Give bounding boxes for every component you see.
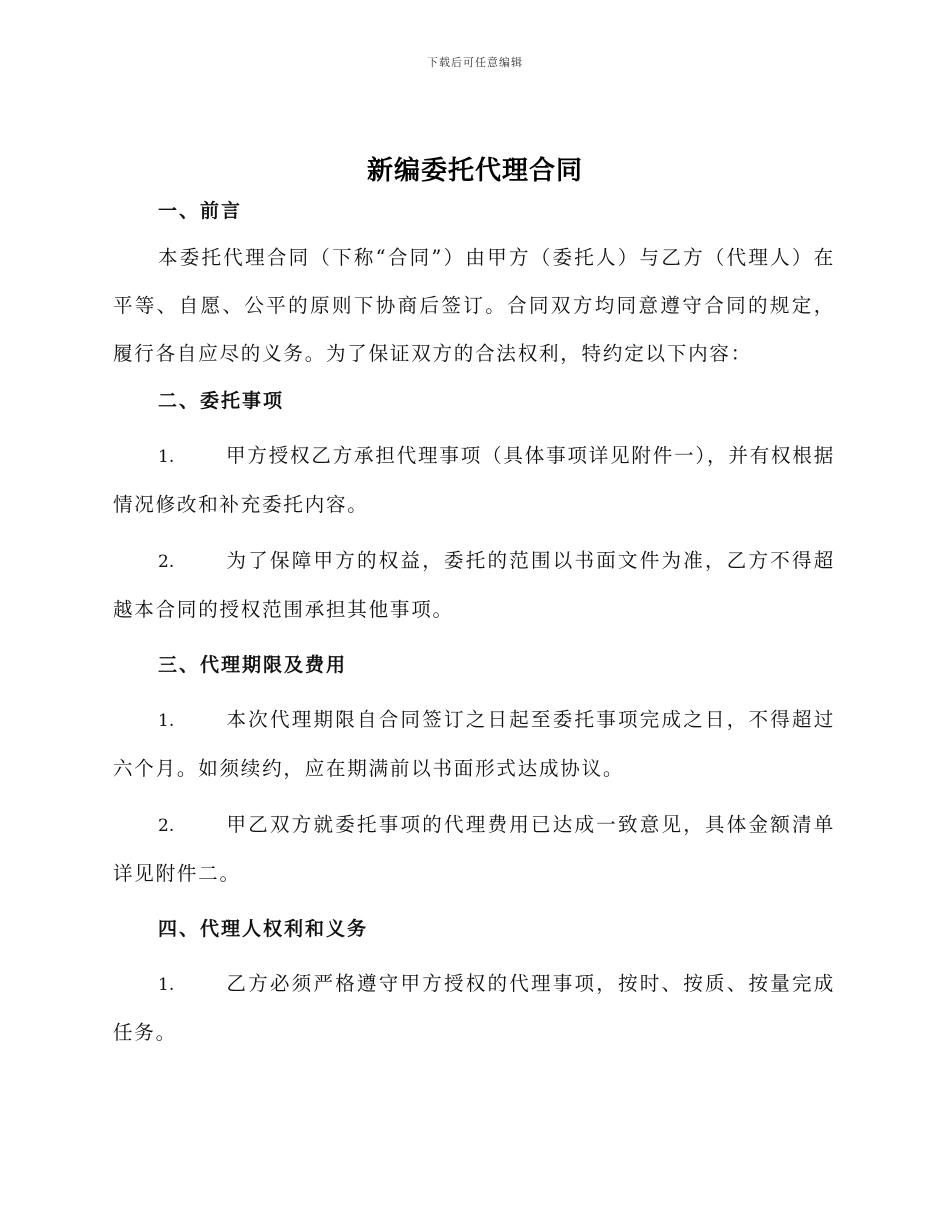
item-text: 为了保障甲方的权益，委托的范围以书面文件为准，乙方不得超越本合同的授权范围承担其他事项。 <box>113 549 835 621</box>
item-text: 乙方必须严格遵守甲方授权的代理事项，按时、按质、按量完成任务。 <box>113 972 835 1044</box>
list-item <box>113 960 835 1057</box>
item-text: 甲方授权乙方承担代理事项（具体事项详见附件一），并有权根据情况修改和补充委托内容。 <box>113 444 835 516</box>
item-number: 1. <box>158 975 175 995</box>
item-number: 1. <box>158 711 175 731</box>
list-item <box>113 432 835 529</box>
section-heading-entrusted-matters: 二、委托事项 <box>158 390 285 412</box>
item-number: 2. <box>158 552 175 572</box>
list-item <box>113 801 835 898</box>
item-text: 本次代理期限自合同签订之日起至委托事项完成之日，不得超过六个月。如须续约，应在期满前以书面形式达成协议。 <box>113 708 835 780</box>
preface-paragraph: 本委托代理合同（下称“合同”）由甲方（委托人）与乙方（代理人）在平等、自愿、公平的原则下协商后签订。合同双方均同意遵守合同的规定，履行各自应尽的义务。为了保证双方的合法权利，特约定以下内容： <box>113 246 835 365</box>
item-text: 甲乙双方就委托事项的代理费用已达成一致意见，具体金额清单详见附件二。 <box>113 813 835 885</box>
item-number: 2. <box>158 816 175 836</box>
item-number: 1. <box>158 447 175 467</box>
list-item <box>113 696 835 793</box>
page-header-note: 下载后可任意编辑 <box>427 56 523 69</box>
document-title: 新编委托代理合同 <box>366 156 583 186</box>
section-heading-term-and-fees: 三、代理期限及费用 <box>158 654 348 676</box>
section-heading-agent-rights: 四、代理人权利和义务 <box>158 918 369 940</box>
section-heading-preface: 一、前言 <box>158 200 243 222</box>
list-item <box>113 537 835 634</box>
document-body <box>113 196 835 1057</box>
